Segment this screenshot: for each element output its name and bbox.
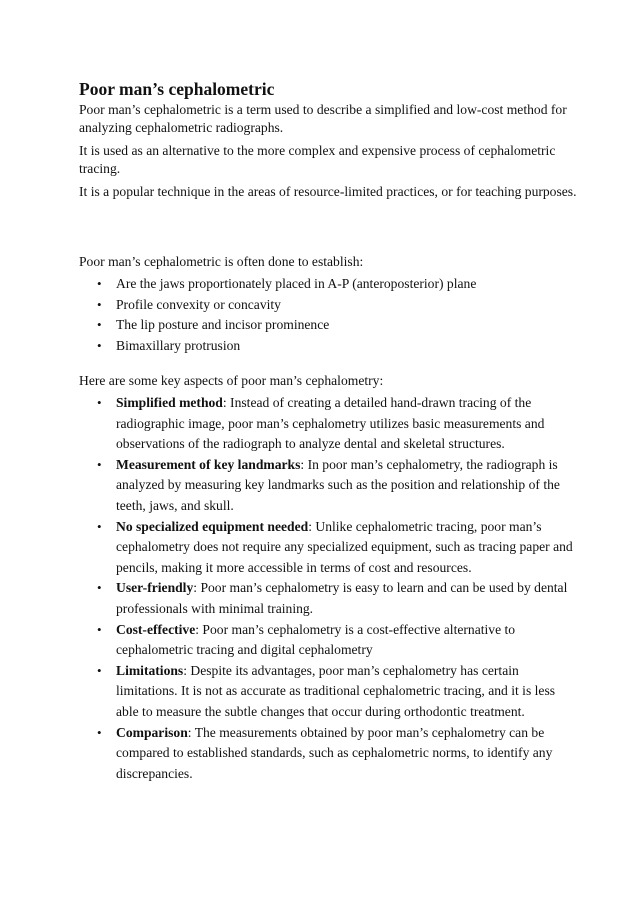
spacer <box>79 356 579 372</box>
aspect-item <box>79 455 579 517</box>
bullet-icon: • <box>97 395 102 410</box>
aspect-term: User-friendly <box>116 580 194 596</box>
bullet-icon: • <box>97 621 102 637</box>
list-item-text: Profile convexity or concavity <box>116 296 281 312</box>
aspect-item <box>79 517 579 579</box>
aspect-term: No specialized equipment needed <box>116 518 309 534</box>
intro-paragraph: Poor man’s cephalometric is a term used to describe a simplified and low-cost method for analyzing cephalometric radiographs. <box>79 102 567 135</box>
list-item <box>79 295 579 316</box>
intro-paragraph: It is a popular technique in the areas of resource-limited practices, or for teaching purposes. <box>79 184 577 199</box>
aspect-text: : Despite its advantages, poor man’s cephalometry has certain limitations. It is not as accurate as traditional cephalometric tracing, and it is less able to measure the subtle changes that occur during orthodontic treatment. <box>116 662 556 719</box>
aspect-term: Limitations <box>116 662 184 678</box>
establish-lead: Poor man’s cephalometric is often done to establish: <box>79 254 364 269</box>
bullet-icon: • <box>97 580 102 596</box>
bullet-icon: • <box>97 662 102 678</box>
aspect-item <box>79 578 579 619</box>
bullet-icon: • <box>97 456 102 472</box>
list-item-text: Are the jaws proportionately placed in A-P (anteroposterior) plane <box>116 276 477 291</box>
list-item <box>79 315 579 336</box>
aspect-term: Measurement of key landmarks <box>116 456 301 472</box>
aspects-list <box>79 393 579 784</box>
aspect-text: : Unlike cephalometric tracing, poor man’s cephalometry does not require any specialized equipment, such as tracing paper and pencils, making it more accessible in terms of cost and resources. <box>116 518 573 575</box>
aspects-lead: Here are some key aspects of poor man’s cephalometry: <box>79 373 384 388</box>
aspect-text: : The measurements obtained by poor man’s cephalometry can be compared to established standards, such as cephalometric norms, to identify any discrepancies. <box>116 724 553 781</box>
aspect-text: : Poor man’s cephalometry is easy to learn and can be used by dental professionals with minimal training. <box>116 580 568 616</box>
aspect-term: Simplified method <box>116 395 223 410</box>
establish-list <box>79 274 579 356</box>
list-item-text: Bimaxillary protrusion <box>116 337 241 353</box>
aspect-text: : In poor man’s cephalometry, the radiograph is analyzed by measuring key landmarks such as the position and relationship of the teeth, jaws, and skull. <box>116 456 560 513</box>
bullet-icon: • <box>97 296 102 312</box>
list-item <box>79 336 579 357</box>
aspect-term: Comparison <box>116 724 188 740</box>
aspect-text: : Poor man’s cephalometry is a cost-effective alternative to cephalometric tracing and digital cephalometry <box>116 621 516 658</box>
spacer <box>79 206 579 253</box>
aspect-item <box>79 661 579 723</box>
aspect-item <box>79 723 579 785</box>
aspect-item <box>79 620 579 661</box>
list-item-text: The lip posture and incisor prominence <box>116 317 330 332</box>
bullet-icon: • <box>97 724 102 740</box>
aspect-item <box>79 393 579 455</box>
bullet-icon: • <box>97 276 102 291</box>
document-page <box>79 78 579 784</box>
bullet-icon: • <box>97 317 102 332</box>
intro-paragraph: It is used as an alternative to the more complex and expensive process of cephalometric tracing. <box>79 143 556 176</box>
aspect-text: : Instead of creating a detailed hand-drawn tracing of the radiographic image, poor man’s cephalometry utilizes basic measurements and observations of the radiograph to analyze dental and skeletal structures. <box>116 395 545 452</box>
bullet-icon: • <box>97 518 102 534</box>
bullet-icon: • <box>97 337 102 353</box>
list-item <box>79 274 579 295</box>
aspect-term: Cost-effective <box>116 621 196 637</box>
page-title: Poor man’s cephalometric <box>79 79 275 99</box>
